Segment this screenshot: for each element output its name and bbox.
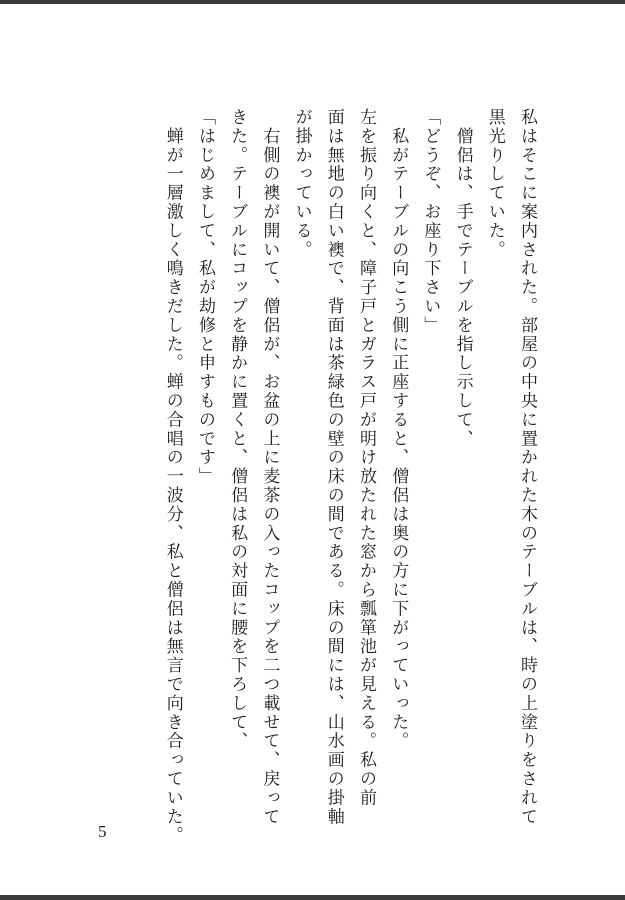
text-line: きた。テーブルにコップを静かに置くと、僧侶は私の対面に腰を下ろして、 <box>227 108 248 751</box>
bottom-border <box>0 895 625 900</box>
text-line: が掛かっている。 <box>291 108 312 260</box>
text-line: 僧侶は、手でテーブルを指し示して、 <box>452 108 473 449</box>
text-line: 面は無地の白い襖で、背面は茶緑色の壁の床の間である。床の間には、山水画の掛軸 <box>323 108 344 827</box>
text-line: 黒光りしていた。 <box>484 108 505 260</box>
text-line: 蝉が一層激しく鳴きだした。蝉の合唱の一波分、私と僧侶は無言で向き合っていた。 <box>162 108 183 846</box>
text-line: 私はそこに案内された。部屋の中央に置かれた木のテーブルは、時の上塗りをされて <box>517 108 537 827</box>
text-line: 右側の襖が開いて、僧侶が、お盆の上に麦茶の入ったコップを二つ載せて、戻って <box>259 108 280 827</box>
text-line: 左を振り向くと、障子戸とガラス戸が明け放たれた窓から瓢箪池が見える。私の前 <box>355 108 376 808</box>
page-number: 5 <box>98 822 107 841</box>
text-line: 「どうぞ、お座り下さい」 <box>420 108 441 335</box>
text-line: 「はじめまして、私が劫修と申すものです」 <box>194 108 215 486</box>
vertical-text-body <box>157 108 543 846</box>
top-border <box>0 0 625 4</box>
text-line: 私がテーブルの向こう側に正座すると、僧侶は奥の方に下がっていった。 <box>388 108 409 751</box>
